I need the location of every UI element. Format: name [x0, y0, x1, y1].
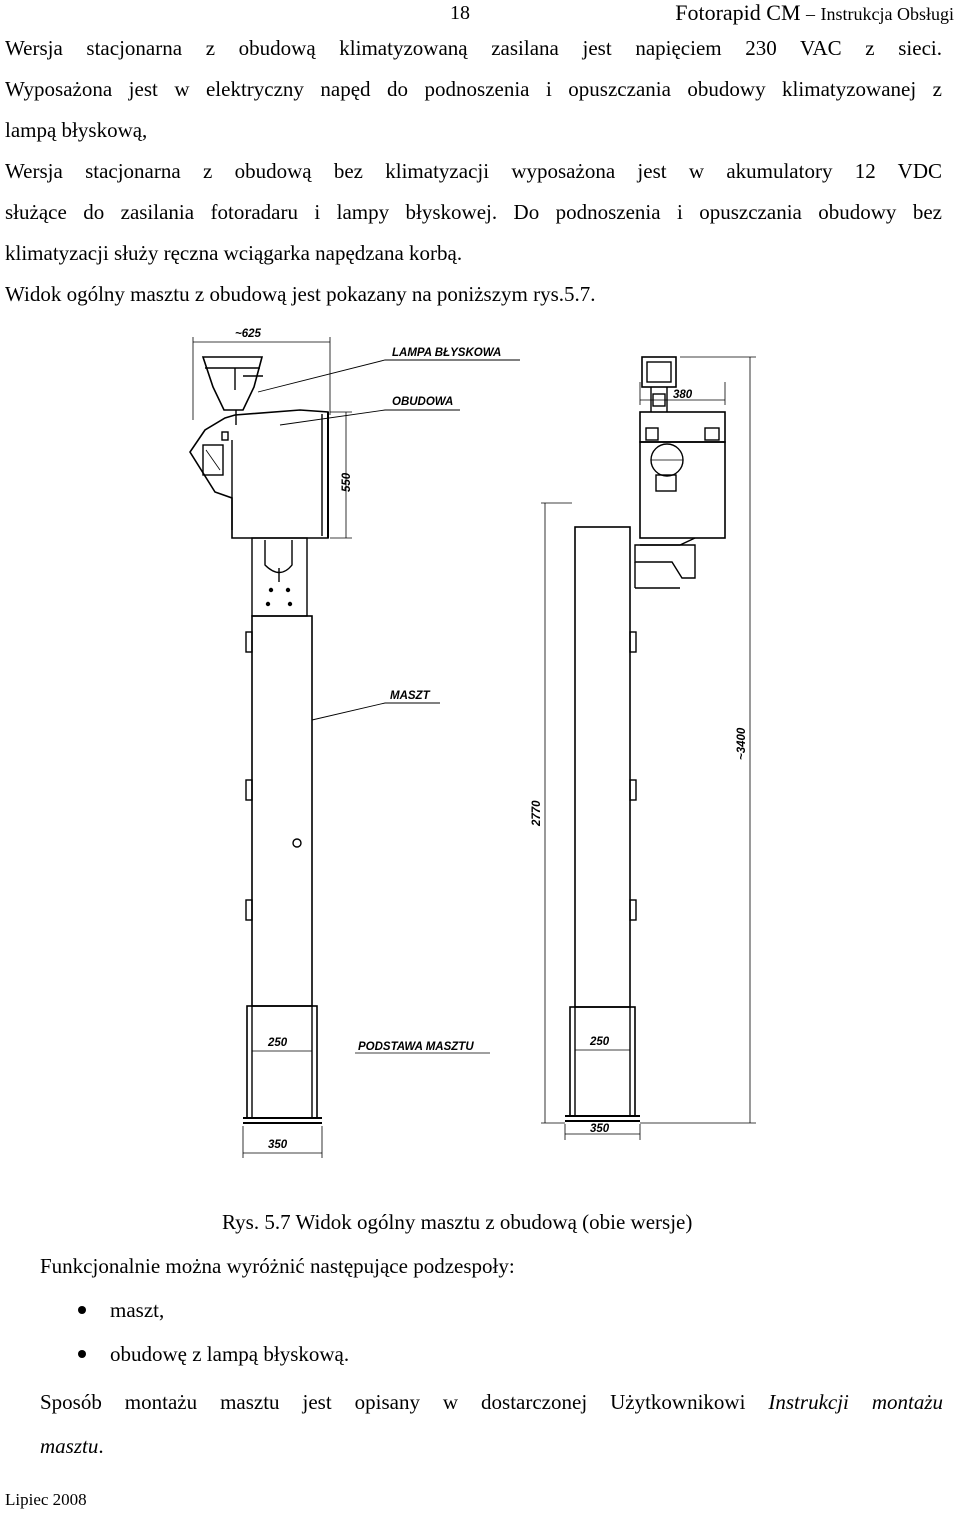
text-line: Widok ogólny masztu z obudową jest pokazany na poniższym rys.5.7.: [5, 282, 596, 306]
dim-mast-height: 2770: [531, 800, 543, 826]
dim-base-right-lower: 350: [590, 1123, 610, 1135]
list-item-text: maszt,: [110, 1298, 165, 1322]
dim-base-left-lower: 350: [268, 1139, 288, 1151]
bullet-icon: [78, 1306, 86, 1314]
bullet-icon: [78, 1350, 86, 1358]
manual-name: Instrukcja Obsługi: [820, 4, 954, 24]
product-name: Fotorapid CM: [675, 0, 801, 25]
dim-total-height: ~3400: [736, 727, 748, 760]
text-line: lampą błyskową,: [5, 118, 148, 142]
label-housing: OBUDOWA: [392, 396, 454, 408]
manual-reference-end: masztu: [40, 1434, 99, 1458]
closing-period: .: [98, 1434, 104, 1458]
text-line: Wersja stacjonarna z obudową bez klimatyzacji wyposażona jest w akumulatory 12 VDC: [5, 159, 942, 183]
figure-caption: Rys. 5.7 Widok ogólny masztu z obudową (obie wersje): [222, 1210, 693, 1234]
list-item-text: obudowę z lampą błyskową.: [110, 1342, 350, 1366]
dim-housing-width: 380: [673, 389, 693, 401]
dim-housing-height: 550: [341, 472, 353, 492]
closing-paragraph: [40, 1380, 943, 1468]
manual-reference: Instrukcji montażu: [768, 1390, 944, 1414]
text-line: Wersja stacjonarna z obudową klimatyzowaną zasilana jest napięciem 230 VAC z sieci.: [5, 36, 942, 60]
dim-base-left-upper: 250: [268, 1037, 288, 1049]
label-mast-base: PODSTAWA MASZTU: [358, 1041, 474, 1053]
header-separator: –: [806, 4, 816, 24]
text-line: służące do zasilania fotoradaru i lampy błyskowej. Do podnoszenia i opuszczania obudowy bez: [5, 200, 942, 224]
closing-text: Sposób montażu masztu jest opisany w dostarczonej Użytkownikowi: [40, 1390, 769, 1414]
list-item: [78, 1298, 164, 1323]
text-line: [40, 1424, 943, 1468]
dim-width-top: ~625: [235, 328, 261, 340]
text-line: [40, 1380, 943, 1424]
label-mast: MASZT: [390, 690, 430, 702]
text-line: Wyposażona jest w elektryczny napęd do podnoszenia i opuszczania obudowy klimatyzowanej z: [5, 77, 942, 101]
label-flash-lamp: LAMPA BŁYSKOWA: [392, 347, 502, 359]
page-number: 18: [450, 2, 470, 24]
footer-date: Lipiec 2008: [5, 1490, 87, 1509]
text-line: klimatyzacji służy ręczna wciągarka napędzana korbą.: [5, 241, 463, 265]
list-intro: Funkcjonalnie można wyróżnić następujące podzespoły:: [40, 1254, 515, 1278]
list-item: [78, 1342, 349, 1367]
dim-base-right-upper: 250: [590, 1036, 610, 1048]
